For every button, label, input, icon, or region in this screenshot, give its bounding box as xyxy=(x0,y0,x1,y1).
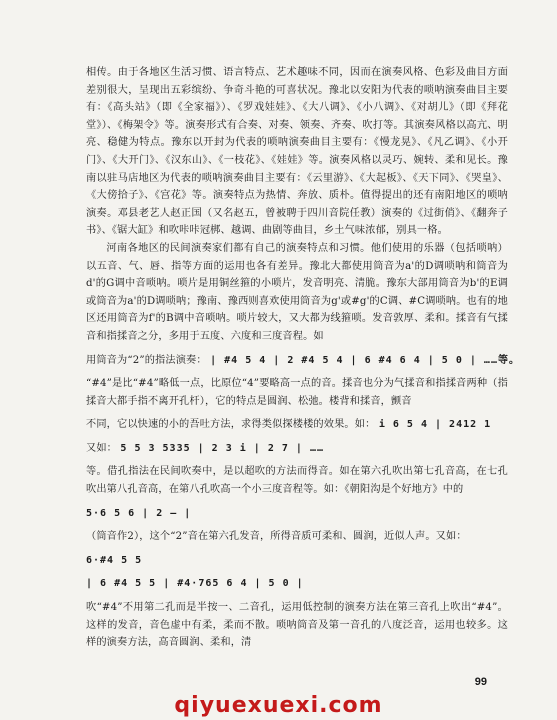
paragraph-regional-styles: 相传。由于各地区生活习惯、语言特点、艺术趣味不同，因而在演奏风格、色彩及曲目方面差别很大，呈现出五彩缤纷、争奇斗艳的可喜状况。豫北以安阳为代表的唢呐演奏曲目主要有：《高头站》（即《全家福》）、《罗戏娃娃》、《大八调》、《小八调》、《对胡儿》（即《拜花堂》）、《梅架令》等。演奏形式有合奏、对奏、领奏、齐奏、吹打等。其演奏风格以高亢、明亮、稳健为特点。豫东以开封为代表的唢呐演奏曲目主要有：《慢龙晃》、《凡乙调》、《小开门》、《大开门》、《汉东山》、《一枝花》、《娃娃》等。演奏风格以灵巧、婉转、柔和见长。豫南以驻马店地区为代表的唢呐演奏曲目主要有：《云里游》、《大起板》、《天下同》、《哭皇》、《大傍拾子》、《宫花》等。演奏特点为热情、奔放、质朴。值得提出的还有南阳地区的唢呐演奏。邓县老艺人赵正国（又名赵五，曾被聘于四川音院任教）演奏的《过街俏》、《翻奔子书》、《锯大缸》和吹咔咔冠梆、越调、曲剧等曲目，乡土气味浓郁，别具一格。 xyxy=(86,67,508,237)
music-line-6 xyxy=(86,575,508,593)
music-line-3 xyxy=(86,440,508,458)
body-text xyxy=(86,64,520,652)
paragraph-rouyin: “#4”是比“#4”略低一点，比原位“4”要略高一点的音。揉音也分为气揉音和指揉音两种（指揉音大都手指不离开孔杆），它的特点是圆润、松弛。楼背和揉音，颤音 xyxy=(86,378,508,407)
music-line-1 xyxy=(86,352,520,370)
page-number: 99 xyxy=(474,676,487,688)
text-youru: 又如： xyxy=(86,442,118,454)
music-line-5 xyxy=(86,552,508,570)
music-line-4 xyxy=(86,505,508,523)
notation-intro: 用筒音为“2”的指法演奏： xyxy=(86,354,207,366)
paragraph-tongyin: （筒音作2），这个“2”音在第六孔发音，所得音质可柔和、圆润，近似人声。又如： xyxy=(86,531,467,543)
notation-example-6: | 6 #4 5 5 | #4·765 6 4 | 5 0 | xyxy=(86,578,304,590)
paragraph-instruments: 河南各地区的民间演奏家们都有自己的演奏特点和习惯。他们使用的乐器（包括唢呐）以五音、气、唇、指等方面的运用也各有差异。豫北大都使用筒音为a'的D调唢呐和筒音为d'的G调中音唢呐。唢片是用铜丝箍的小唢片，发音明亮、清脆。豫东大部用筒音为b'的E调或筒音为a'的D调唢呐；豫南、豫西则喜欢使用筒音为g'或#g'的C调、#C调唢呐。也有的地区还用筒音为f'的B调中音唢呐。唢片较大，又大都为线箍唢。发音敦厚、柔和。揉音有气揉音和指揉音之分，多用于五度、六度和三度音程。如 xyxy=(86,242,508,342)
notation-example-1: | #4 5 4 | 2 #4 5 4 | 6 #4 6 4 | 5 0 | ……等。 xyxy=(210,354,520,366)
paragraph-chui: 吹“#4”不用第二孔而是半按一、二音孔，运用低控制的演奏方法在第三音孔上吹出“#4”。这样的发音，音色虚中有柔，柔而不散。唢呐筒音及第一音孔的八度泛音，运用也较多。这样的演奏方法，高音圆润、柔和，清 xyxy=(86,602,508,649)
notation-example-5: 6·#4 5 5 xyxy=(86,554,143,566)
notation-example-2: i 6 5 4 | 2412 1 xyxy=(378,419,492,431)
notation-example-3: 5 5 3 5335 | 2 3 i | 2 7 | …… xyxy=(120,442,325,454)
watermark: qiyuexuexi.com xyxy=(174,692,383,718)
music-line-2 xyxy=(86,416,508,434)
notation-example-4: 5·6 5 6 | 2 — | xyxy=(86,507,192,519)
paragraph-jiekong: 等。借孔指法在民间吹奏中，是以超吹的方法而得音。如在第六孔吹出第七孔音高，在七孔吹出第八孔音高，在第八孔吹高一个小三度音程等。如：《朝阳沟是个好地方》中的 xyxy=(86,466,508,496)
text-butong: 不同，它以快速的小的吾吐方法，求得类似探楼楼的效果。如： xyxy=(86,419,376,431)
